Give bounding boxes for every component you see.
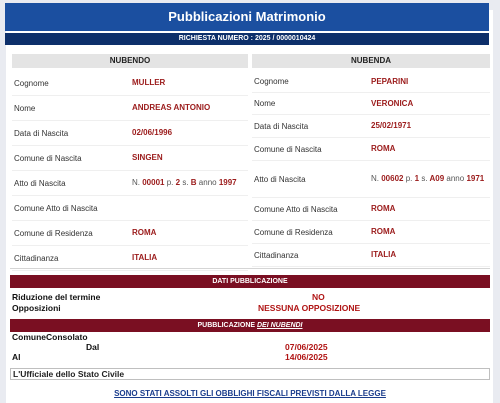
dati-pubblicazione-heading: DATI PUBBLICAZIONE [10,275,490,288]
riduzione-label: Riduzione del termine [12,292,101,302]
atto-p-value: 1 [414,174,420,183]
atto-number: 00602 [381,174,404,183]
field-label: Comune di Residenza [14,228,93,238]
table-row [12,121,248,146]
nubendo-table [12,71,248,271]
field-label: Nome [14,103,36,113]
table-row [252,198,490,221]
field-value: ROMA [371,144,396,153]
atto-s-label: s. [182,178,189,187]
field-label: Cognome [254,77,289,86]
table-row [12,146,248,171]
field-label: Comune di Nascita [254,144,322,154]
table-row [12,221,248,246]
al-label: Al [12,352,21,362]
table-row [252,115,490,138]
table-row [12,71,248,96]
table-row [252,93,490,115]
dal-label: Dal [86,342,100,352]
field-value: ROMA [132,228,157,237]
divider [10,268,490,269]
atto-s-value: B [190,178,197,187]
atto-value [130,171,248,195]
atto-p-label: p. [405,174,413,183]
field-label: Cittadinanza [254,250,299,260]
atto-anno-label: anno [198,178,217,187]
atto-s-label: s. [421,174,428,183]
page-title: Pubblicazioni Matrimonio [5,3,489,31]
field-label: Comune di Nascita [14,153,82,163]
field-label: Cittadinanza [14,253,59,263]
field-value: MULLER [132,78,166,87]
field-label: Data di Nascita [14,128,69,138]
field-label: Comune Atto di Nascita [14,203,98,213]
table-row [12,196,248,221]
atto-year: 1971 [466,174,485,183]
table-row [12,171,248,196]
field-value [130,196,248,220]
field-value: ANDREAS ANTONIO [132,103,211,112]
atto-value [369,161,490,197]
riduzione-value: NO [312,292,325,302]
field-label: Cognome [14,78,49,88]
field-label: Data di Nascita [254,121,309,131]
request-number: RICHIESTA NUMERO : 2025 / 0000010424 [5,33,489,45]
comune-label: ComuneConsolato [12,332,88,342]
al-value: 14/06/2025 [285,352,328,362]
pubblicazione-heading-text: PUBBLICAZIONE [197,322,256,329]
opposizioni-label: Opposizioni [12,303,61,313]
field-label: Atto di Nascita [14,178,66,188]
nubenda-heading: NUBENDA [252,54,490,68]
field-value: 02/06/1996 [132,128,173,137]
field-label: Comune Atto di Nascita [254,204,338,214]
opposizioni-value: NESSUNA OPPOSIZIONE [258,303,361,313]
field-value: ROMA [371,204,396,213]
field-value: ROMA [371,227,396,236]
table-row [252,221,490,244]
table-row [252,244,490,267]
pubblicazione-heading-em: DEI NUBENDI [257,322,303,329]
table-row [252,138,490,161]
table-row [252,71,490,93]
table-row [252,161,490,198]
fiscal-notice-link[interactable]: SONO STATI ASSOLTI GLI OBBLIGHI FISCALI PREVISTI DALLA LEGGE [114,389,386,398]
field-value: ITALIA [132,253,158,262]
field-label: Comune di Residenza [254,227,333,237]
atto-s-value: A09 [429,174,445,183]
field-label: Nome [254,99,276,108]
atto-p-value: 2 [175,178,181,187]
nubendo-heading: NUBENDO [12,54,248,68]
atto-year: 1997 [218,178,237,187]
atto-prefix: N. [371,174,379,183]
field-value: VERONICA [371,98,414,108]
field-label: Atto di Nascita [254,174,306,184]
atto-number: 00001 [142,178,165,187]
field-value: PEPARINI [371,76,409,86]
table-row [12,96,248,121]
nubenda-table [252,71,490,267]
atto-prefix: N. [132,178,140,187]
dal-value: 07/06/2025 [285,342,328,352]
pubblicazione-heading [10,319,490,332]
ufficiale-label: L'Ufficiale dello Stato Civile [13,369,125,379]
ufficiale-box [10,368,490,380]
field-value: 25/02/1971 [371,121,412,130]
field-value: ITALIA [371,250,397,259]
atto-p-label: p. [166,178,174,187]
atto-anno-label: anno [446,174,465,183]
field-value: SINGEN [132,153,163,162]
